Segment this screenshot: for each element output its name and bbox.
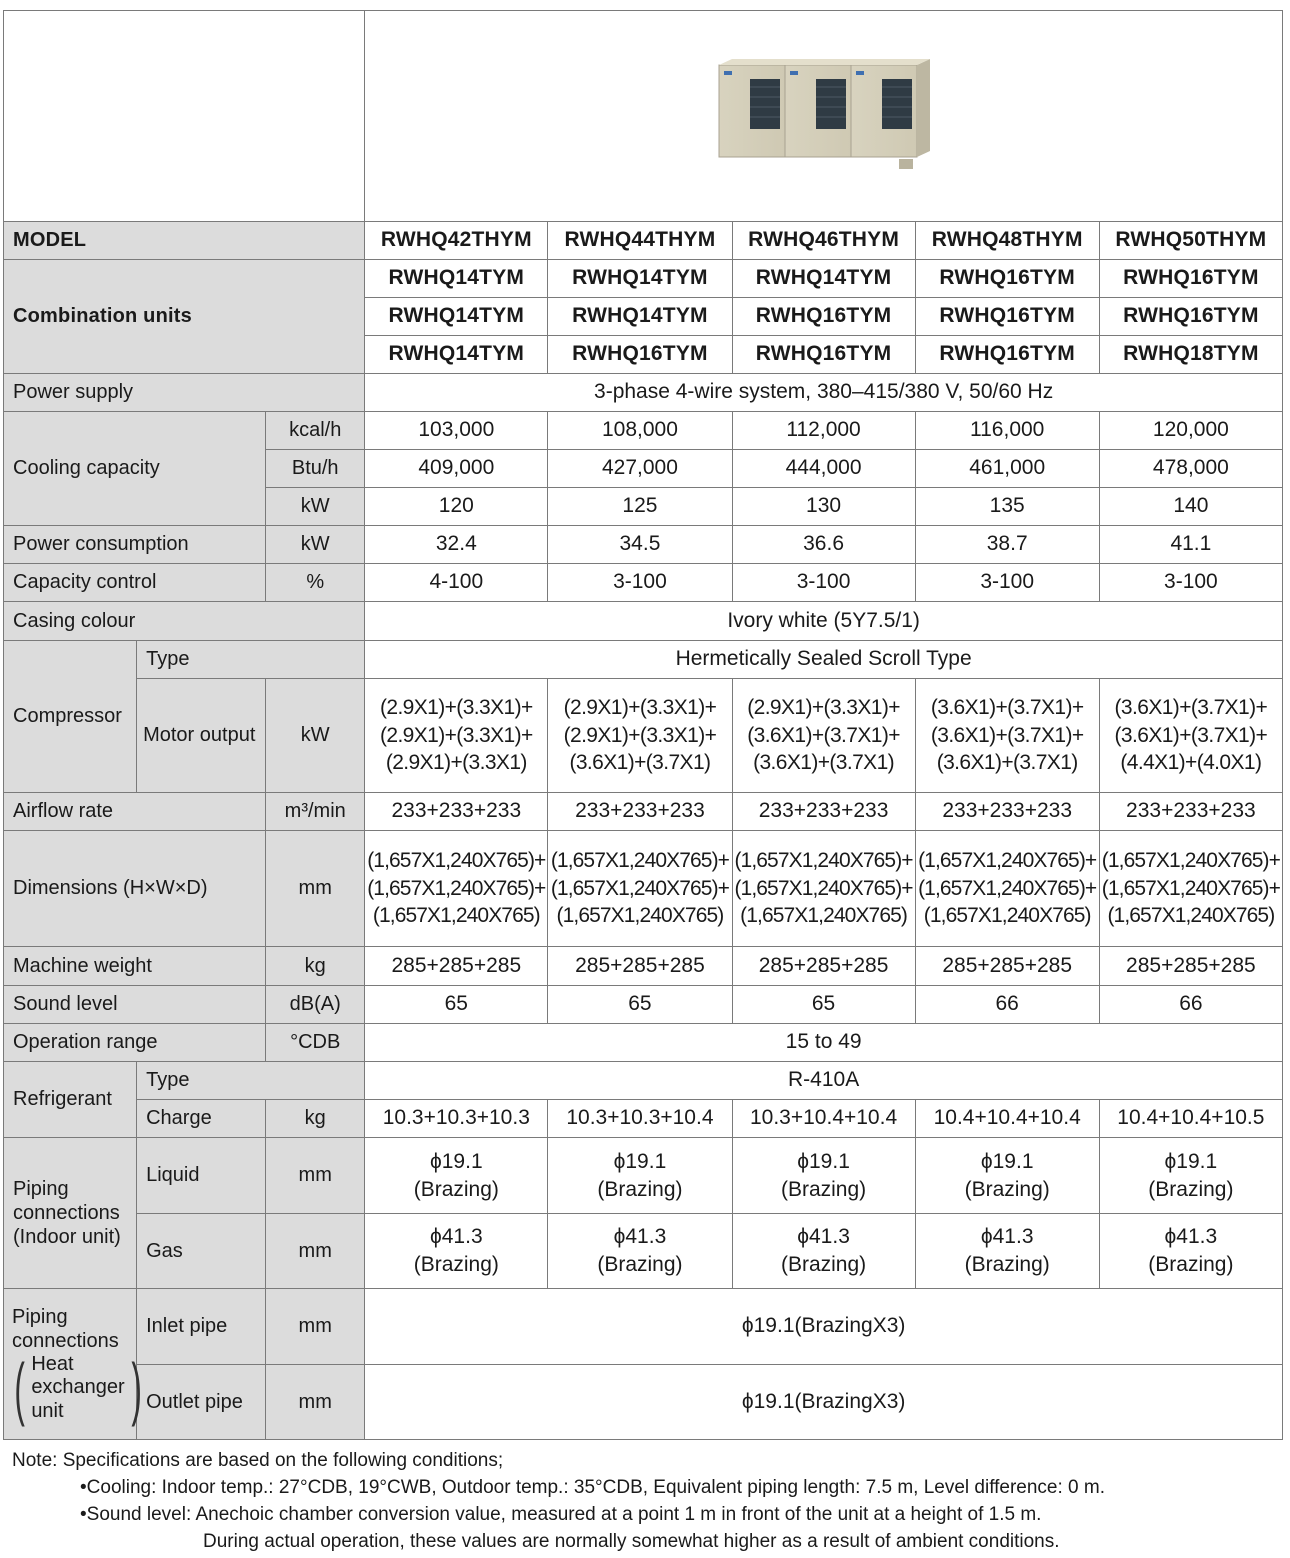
note-line: •Cooling: Indoor temp.: 27°CDB, 19°CWB, Outdoor temp.: 35°CDB, Equivalent piping length: 7.5 m, Level difference: 0 m. xyxy=(80,1477,1106,1498)
combination-unit: RWHQ16TYM xyxy=(1099,298,1282,336)
outlet-pipe-value: ϕ19.1(BrazingX3) xyxy=(365,1365,1283,1440)
motor-output-value: (2.9X1)+(3.3X1)+ (3.6X1)+(3.7X1)+ (3.6X1)+(3.7X1) xyxy=(732,679,915,793)
cooling-value: 108,000 xyxy=(548,412,732,450)
model-name: RWHQ50THYM xyxy=(1099,222,1282,260)
capacity-control-value: 4-100 xyxy=(365,564,548,602)
capacity-control-value: 3-100 xyxy=(1099,564,1282,602)
weight-value: 285+285+285 xyxy=(1099,947,1282,986)
motor-output-label: Motor output xyxy=(137,679,266,793)
dimensions-value: (1,657X1,240X765)+ (1,657X1,240X765)+ (1,657X1,240X765) xyxy=(365,831,548,947)
sound-value: 65 xyxy=(732,986,915,1024)
combination-unit: RWHQ14TYM xyxy=(365,260,548,298)
power-consumption-value: 36.6 xyxy=(732,526,915,564)
airflow-value: 233+233+233 xyxy=(548,793,732,831)
spec-table xyxy=(3,10,1283,1440)
gas-value: ϕ41.3 (Brazing) xyxy=(732,1214,915,1289)
cooling-value: 130 xyxy=(732,488,915,526)
cooling-value: 116,000 xyxy=(915,412,1099,450)
combination-unit: RWHQ16TYM xyxy=(732,336,915,374)
inlet-pipe-label: Inlet pipe xyxy=(137,1289,266,1365)
weight-value: 285+285+285 xyxy=(365,947,548,986)
note-line: During actual operation, these values are normally somewhat higher as a result of ambient conditions. xyxy=(203,1531,1060,1552)
unit-label: kcal/h xyxy=(266,412,365,450)
unit-label: kW xyxy=(266,526,365,564)
liquid-value: ϕ19.1 (Brazing) xyxy=(548,1138,732,1214)
model-label: MODEL xyxy=(4,222,365,260)
liquid-value: ϕ19.1 (Brazing) xyxy=(365,1138,548,1214)
weight-value: 285+285+285 xyxy=(915,947,1099,986)
combination-unit: RWHQ16TYM xyxy=(548,336,732,374)
gas-value: ϕ41.3 (Brazing) xyxy=(915,1214,1099,1289)
combination-unit: RWHQ14TYM xyxy=(548,260,732,298)
motor-output-value: (3.6X1)+(3.7X1)+ (3.6X1)+(3.7X1)+ (4.4X1)+(4.0X1) xyxy=(1099,679,1282,793)
note-line: Note: Specifications are based on the following conditions; xyxy=(12,1450,504,1471)
airflow-value: 233+233+233 xyxy=(365,793,548,831)
gas-value: ϕ41.3 (Brazing) xyxy=(548,1214,732,1289)
combination-unit: RWHQ14TYM xyxy=(365,336,548,374)
airflow-value: 233+233+233 xyxy=(1099,793,1282,831)
compressor-type-label: Type xyxy=(137,641,365,679)
cooling-value: 112,000 xyxy=(732,412,915,450)
combination-unit: RWHQ16TYM xyxy=(915,336,1099,374)
capacity-control-value: 3-100 xyxy=(732,564,915,602)
power-consumption-value: 32.4 xyxy=(365,526,548,564)
cooling-value: 103,000 xyxy=(365,412,548,450)
paren-group: ( Heat exchanger unit ) xyxy=(14,1349,142,1427)
unit-label: kg xyxy=(266,1100,365,1138)
image-header-blank xyxy=(4,11,365,222)
refrigerant-type-label: Type xyxy=(137,1062,365,1100)
charge-value: 10.3+10.4+10.4 xyxy=(732,1100,915,1138)
combination-unit: RWHQ14TYM xyxy=(732,260,915,298)
piping-indoor-label: Piping connections (Indoor unit) xyxy=(4,1138,137,1289)
combination-unit: RWHQ16TYM xyxy=(915,298,1099,336)
sound-level-label: Sound level xyxy=(4,986,266,1024)
weight-value: 285+285+285 xyxy=(732,947,915,986)
power-consumption-value: 38.7 xyxy=(915,526,1099,564)
model-name: RWHQ42THYM xyxy=(365,222,548,260)
motor-output-value: (2.9X1)+(3.3X1)+ (2.9X1)+(3.3X1)+ (2.9X1)+(3.3X1) xyxy=(365,679,548,793)
cooling-value: 478,000 xyxy=(1099,450,1282,488)
motor-output-value: (2.9X1)+(3.3X1)+ (2.9X1)+(3.3X1)+ (3.6X1)+(3.7X1) xyxy=(548,679,732,793)
refrigerant-type-value: R-410A xyxy=(365,1062,1283,1100)
refrigerant-label: Refrigerant xyxy=(4,1062,137,1138)
airflow-value: 233+233+233 xyxy=(915,793,1099,831)
product-image xyxy=(365,11,1283,222)
combination-unit: RWHQ16TYM xyxy=(732,298,915,336)
capacity-control-value: 3-100 xyxy=(915,564,1099,602)
unit-label: mm xyxy=(266,1138,365,1214)
cooling-value: 444,000 xyxy=(732,450,915,488)
sound-value: 65 xyxy=(548,986,732,1024)
dimensions-value: (1,657X1,240X765)+ (1,657X1,240X765)+ (1,657X1,240X765) xyxy=(1099,831,1282,947)
charge-value: 10.3+10.3+10.4 xyxy=(548,1100,732,1138)
inlet-pipe-value: ϕ19.1(BrazingX3) xyxy=(365,1289,1283,1365)
capacity-control-label: Capacity control xyxy=(4,564,266,602)
charge-value: 10.4+10.4+10.5 xyxy=(1099,1100,1282,1138)
charge-value: 10.3+10.3+10.3 xyxy=(365,1100,548,1138)
piping-hx-label: Piping connections ( Heat exchanger unit ) xyxy=(4,1289,137,1440)
liquid-value: ϕ19.1 (Brazing) xyxy=(1099,1138,1282,1214)
power-consumption-value: 41.1 xyxy=(1099,526,1282,564)
combination-unit: RWHQ14TYM xyxy=(365,298,548,336)
dimensions-value: (1,657X1,240X765)+ (1,657X1,240X765)+ (1,657X1,240X765) xyxy=(915,831,1099,947)
unit-label: mm xyxy=(266,831,365,947)
cooling-value: 120,000 xyxy=(1099,412,1282,450)
outdoor-unit-icon xyxy=(714,51,934,181)
machine-weight-label: Machine weight xyxy=(4,947,266,986)
unit-label: m³/min xyxy=(266,793,365,831)
operation-range-label: Operation range xyxy=(4,1024,266,1062)
gas-value: ϕ41.3 (Brazing) xyxy=(365,1214,548,1289)
unit-label: kg xyxy=(266,947,365,986)
combination-unit: RWHQ16TYM xyxy=(1099,260,1282,298)
sound-value: 66 xyxy=(915,986,1099,1024)
cooling-value: 140 xyxy=(1099,488,1282,526)
cooling-value: 461,000 xyxy=(915,450,1099,488)
gas-label: Gas xyxy=(137,1214,266,1289)
unit-label: dB(A) xyxy=(266,986,365,1024)
liquid-label: Liquid xyxy=(137,1138,266,1214)
dimensions-value: (1,657X1,240X765)+ (1,657X1,240X765)+ (1,657X1,240X765) xyxy=(548,831,732,947)
unit-label: mm xyxy=(266,1365,365,1440)
sound-value: 65 xyxy=(365,986,548,1024)
model-name: RWHQ46THYM xyxy=(732,222,915,260)
combination-unit: RWHQ16TYM xyxy=(915,260,1099,298)
cooling-value: 427,000 xyxy=(548,450,732,488)
unit-label: kW xyxy=(266,679,365,793)
sound-value: 66 xyxy=(1099,986,1282,1024)
model-name: RWHQ44THYM xyxy=(548,222,732,260)
combination-label: Combination units xyxy=(4,260,365,374)
power-supply-label: Power supply xyxy=(4,374,365,412)
compressor-label: Compressor xyxy=(4,641,137,793)
power-supply-value: 3-phase 4-wire system, 380–415/380 V, 50/60 Hz xyxy=(365,374,1283,412)
casing-colour-value: Ivory white (5Y7.5/1) xyxy=(365,602,1283,641)
cooling-value: 135 xyxy=(915,488,1099,526)
compressor-type-value: Hermetically Sealed Scroll Type xyxy=(365,641,1283,679)
dimensions-label: Dimensions (H×W×D) xyxy=(4,831,266,947)
outlet-pipe-label: Outlet pipe xyxy=(137,1365,266,1440)
notes xyxy=(12,1447,1282,1555)
liquid-value: ϕ19.1 (Brazing) xyxy=(915,1138,1099,1214)
combination-unit: RWHQ14TYM xyxy=(548,298,732,336)
right-bracket-icon: ) xyxy=(131,1349,142,1427)
dimensions-value: (1,657X1,240X765)+ (1,657X1,240X765)+ (1,657X1,240X765) xyxy=(732,831,915,947)
cooling-value: 120 xyxy=(365,488,548,526)
cooling-value: 125 xyxy=(548,488,732,526)
charge-value: 10.4+10.4+10.4 xyxy=(915,1100,1099,1138)
unit-label: kW xyxy=(266,488,365,526)
unit-label: Btu/h xyxy=(266,450,365,488)
unit-label: mm xyxy=(266,1214,365,1289)
airflow-label: Airflow rate xyxy=(4,793,266,831)
airflow-value: 233+233+233 xyxy=(732,793,915,831)
power-consumption-value: 34.5 xyxy=(548,526,732,564)
note-line: •Sound level: Anechoic chamber conversion value, measured at a point 1 m in front of the unit at a height of 1.5 m. xyxy=(80,1504,1042,1525)
unit-label: % xyxy=(266,564,365,602)
power-consumption-label: Power consumption xyxy=(4,526,266,564)
combination-unit: RWHQ18TYM xyxy=(1099,336,1282,374)
cooling-value: 409,000 xyxy=(365,450,548,488)
casing-colour-label: Casing colour xyxy=(4,602,365,641)
capacity-control-value: 3-100 xyxy=(548,564,732,602)
operation-range-value: 15 to 49 xyxy=(365,1024,1283,1062)
unit-label: mm xyxy=(266,1289,365,1365)
cooling-capacity-label: Cooling capacity xyxy=(4,412,266,526)
model-name: RWHQ48THYM xyxy=(915,222,1099,260)
unit-label: °CDB xyxy=(266,1024,365,1062)
charge-label: Charge xyxy=(137,1100,266,1138)
weight-value: 285+285+285 xyxy=(548,947,732,986)
motor-output-value: (3.6X1)+(3.7X1)+ (3.6X1)+(3.7X1)+ (3.6X1)+(3.7X1) xyxy=(915,679,1099,793)
left-bracket-icon: ( xyxy=(14,1349,25,1427)
liquid-value: ϕ19.1 (Brazing) xyxy=(732,1138,915,1214)
gas-value: ϕ41.3 (Brazing) xyxy=(1099,1214,1282,1289)
